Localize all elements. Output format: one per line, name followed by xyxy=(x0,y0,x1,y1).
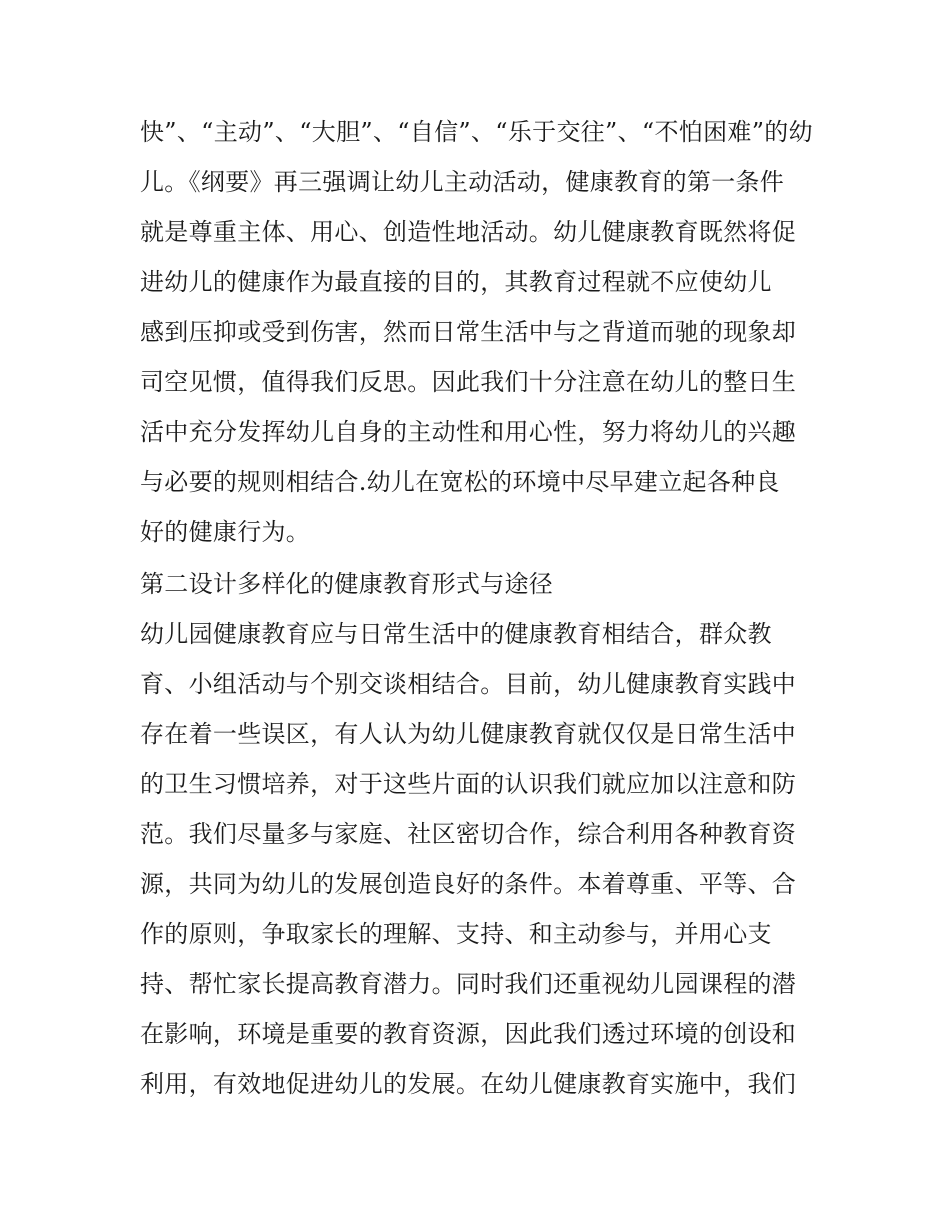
text-line: 快”、“主动”、“大胆”、“自信”、“乐于交往”、“不怕困难”的幼 xyxy=(140,118,813,146)
text-line: 儿。《纲要》再三强调让幼儿主动活动，健康教育的第一条件 xyxy=(140,168,785,196)
text-line: 司空见惯，值得我们反思。因此我们十分注意在幼儿的整日生 xyxy=(140,368,797,396)
text-line: 幼儿园健康教育应与日常生活中的健康教育相结合，群众教 xyxy=(140,620,772,648)
text-line: 源，共同为幼儿的发展创造良好的条件。本着尊重、平等、合 xyxy=(140,870,797,898)
text-line: 持、帮忙家长提高教育潜力。同时我们还重视幼儿园课程的潜 xyxy=(140,970,797,998)
text-line: 好的健康行为。 xyxy=(140,518,311,546)
text-line: 利用，有效地促进幼儿的发展。在幼儿健康教育实施中，我们 xyxy=(140,1070,797,1098)
text-line: 的卫生习惯培养，对于这些片面的认识我们就应加以注意和防 xyxy=(140,770,797,798)
text-line: 育、小组活动与个别交谈相结合。目前，幼儿健康教育实践中 xyxy=(140,670,797,698)
text-line: 范。我们尽量多与家庭、社区密切合作，综合利用各种教育资 xyxy=(140,820,797,848)
text-line: 活中充分发挥幼儿自身的主动性和用心性，努力将幼儿的兴趣 xyxy=(140,418,797,446)
text-line: 感到压抑或受到伤害，然而日常生活中与之背道而驰的现象却 xyxy=(140,318,797,346)
text-line: 与必要的规则相结合.幼儿在宽松的环境中尽早建立起各种良 xyxy=(140,468,780,496)
text-line: 作的原则，争取家长的理解、支持、和主动参与，并用心支 xyxy=(140,920,772,948)
text-line: 在影响，环境是重要的教育资源，因此我们透过环境的创设和 xyxy=(140,1020,797,1048)
text-line: 进幼儿的健康作为最直接的目的，其教育过程就不应使幼儿 xyxy=(140,268,772,296)
text-line: 存在着一些误区，有人认为幼儿健康教育就仅仅是日常生活中 xyxy=(140,720,797,748)
section-heading: 第二设计多样化的健康教育形式与途径 xyxy=(140,570,554,598)
text-line: 就是尊重主体、用心、创造性地活动。幼儿健康教育既然将促 xyxy=(140,218,797,246)
